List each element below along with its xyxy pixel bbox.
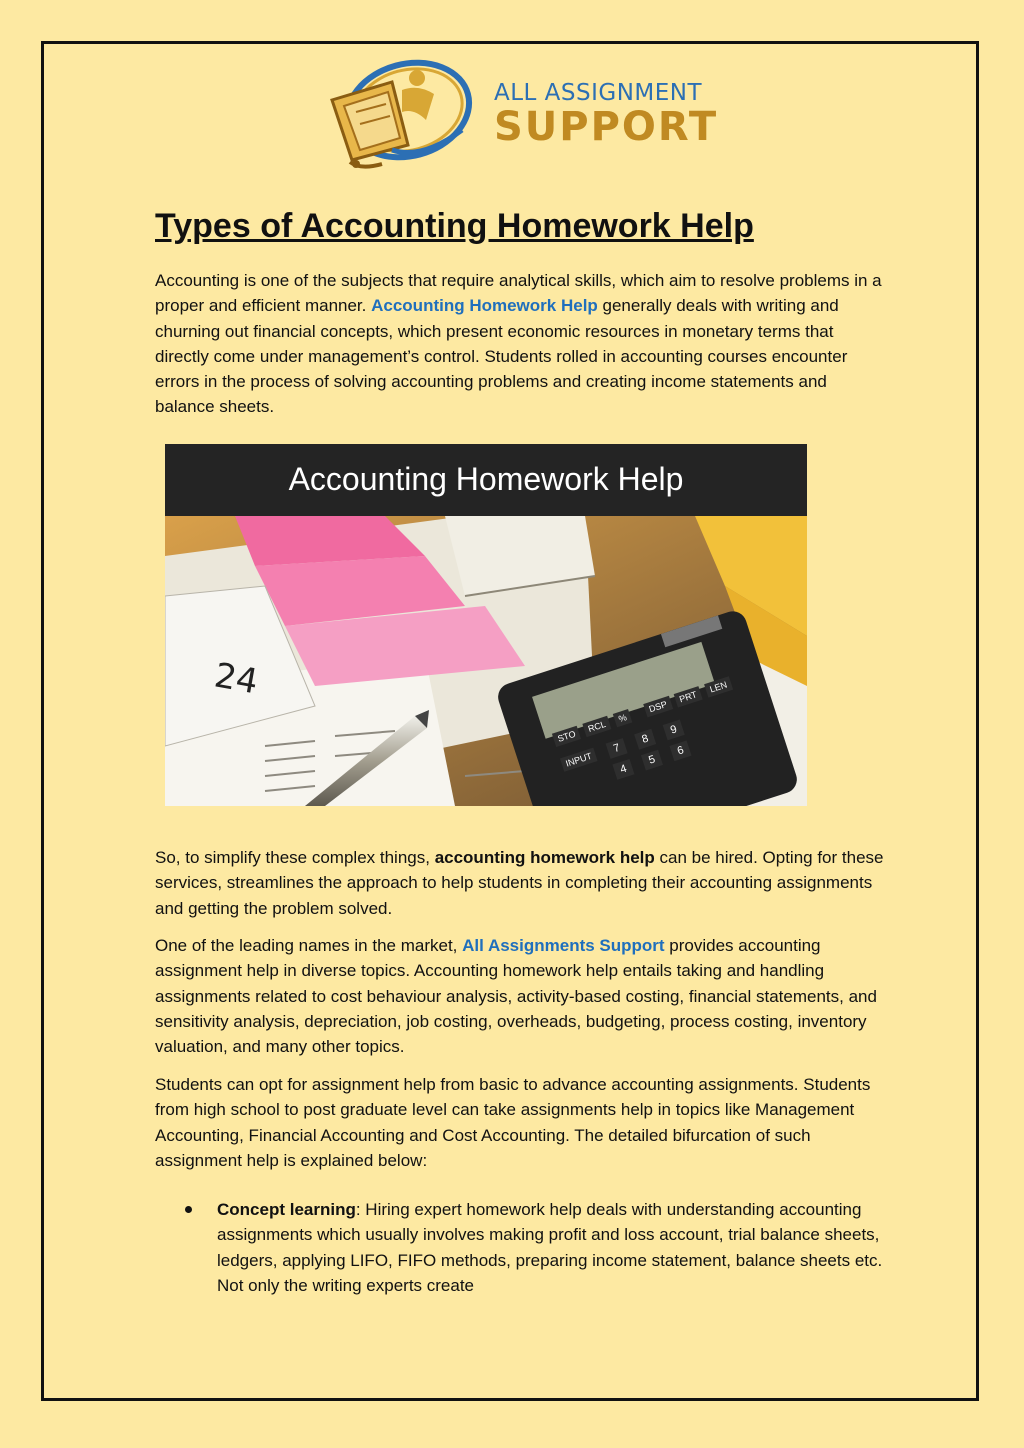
all-assignments-support-link[interactable]: All Assignments Support <box>462 936 665 955</box>
bullet-text: : Hiring expert homework help deals with understanding accounting assignments which usually involves making profit and loss account, trial balance sheets, ledgers, applying LIFO, FIFO methods, preparing income statement, balance sheets etc. Not only the writing experts create <box>217 1200 883 1295</box>
calendar-day: 24 <box>211 655 261 703</box>
para2-strong: accounting homework help <box>434 848 655 867</box>
list-item <box>155 1197 885 1298</box>
intro-text-after: generally deals with writing and churning out financial concepts, which present economic resources in monetary terms that directly come under management’s control. Students rolled in accounting courses encounter errors in the process of solving accounting problems and creating income statements and balance sheets. <box>155 296 848 417</box>
hero-image <box>165 444 807 806</box>
calc-key: DSP <box>643 696 673 718</box>
brand-logo[interactable] <box>322 50 722 175</box>
calc-key: 4 <box>612 759 634 780</box>
calc-key: 7 <box>606 738 628 759</box>
bullet-term: Concept learning <box>217 1200 356 1219</box>
logo-line2: SUPPORT <box>494 104 719 150</box>
para3-text-after: provides accounting assignment help in diverse topics. Accounting homework help entails taking and handling assignments related to cost behaviour analysis, activity-based costing, financial statements, and sensitivity analysis, depreciation, job costing, overheads, budgeting, process costing, inventory valuation, and many other topics. <box>155 936 877 1057</box>
logo-emblem-icon <box>322 50 482 175</box>
calc-key: PRT <box>674 686 703 707</box>
hero-banner-title: Accounting Homework Help <box>165 444 807 516</box>
logo-line1: ALL ASSIGNMENT <box>494 80 703 106</box>
students-paragraph: Students can opt for assignment help from basic to advance accounting assignments. Students from high school to post graduate level can take assignments help in topics like Management Accounting, Financial Accounting and Cost Accounting. The detailed bifurcation of such assignment help is explained below: <box>155 1075 871 1170</box>
calc-key: 5 <box>641 750 663 771</box>
accounting-homework-help-link[interactable]: Accounting Homework Help <box>371 296 598 316</box>
para2-text-before: So, to simplify these complex things, <box>155 848 435 867</box>
para3-text-before: One of the leading names in the market, <box>155 936 463 955</box>
calc-key: 9 <box>663 719 685 740</box>
intro-text-before: Accounting is one of the subjects that require analytical skills, which aim to resolve problems in a proper and efficient manner. <box>155 271 882 316</box>
leading-names-paragraph <box>155 933 885 1059</box>
page-title: Types of Accounting Homework Help <box>155 207 754 245</box>
calc-key: % <box>613 709 633 727</box>
simplify-paragraph <box>155 845 885 921</box>
intro-paragraph <box>155 268 885 420</box>
calc-key: 6 <box>669 740 691 761</box>
bullet-dot-icon <box>185 1206 192 1213</box>
bullet-list <box>155 1197 885 1298</box>
calc-key: RCL <box>582 716 611 737</box>
para2-text-after: can be hired. Opting for these services, streamlines the approach to help students in completing their accounting assignments and getting the problem solved. <box>155 848 884 918</box>
calc-key: STO <box>552 726 581 747</box>
calc-key: INPUT <box>560 748 598 772</box>
calc-key: 8 <box>634 729 656 750</box>
calc-key: LEN <box>704 676 733 697</box>
